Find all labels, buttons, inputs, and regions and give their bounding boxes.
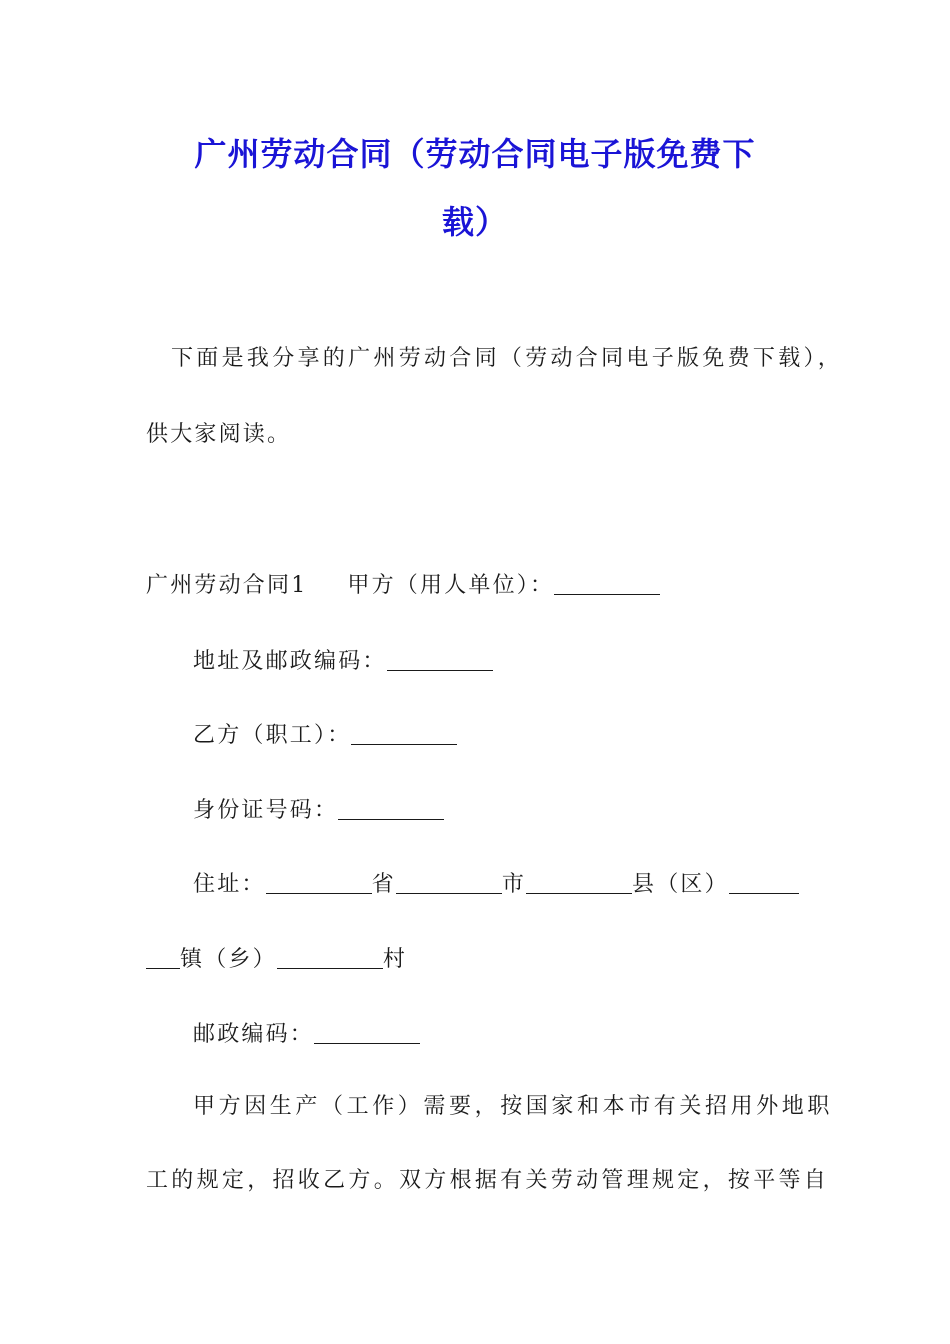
city-blank[interactable] — [396, 871, 502, 894]
party-a-line — [146, 572, 660, 597]
address-label: 地址及邮政编码： — [193, 649, 387, 674]
address-blank[interactable] — [387, 648, 493, 671]
province-blank[interactable] — [266, 871, 372, 894]
document-title-line-2: 载） — [441, 203, 508, 241]
intro-paragraph-line-1: 下面是我分享的广州劳动合同（劳动合同电子版免费下载）， — [171, 346, 844, 371]
residence-line-continued — [146, 946, 407, 971]
contract-heading: 广州劳动合同1 — [146, 573, 308, 598]
county-blank[interactable] — [526, 871, 632, 894]
party-b-label: 乙方（职工）： — [193, 723, 352, 748]
party-a-label: 甲方（用人单位）： — [347, 573, 555, 598]
postcode-label: 邮政编码： — [193, 1022, 315, 1047]
document-title-line-1: 广州劳动合同（劳动合同电子版免费下 — [194, 135, 756, 173]
county-label: 县（区） — [632, 872, 729, 897]
village-label: 村 — [382, 947, 408, 972]
id-number-blank[interactable] — [338, 797, 444, 820]
party-a-blank[interactable] — [554, 572, 660, 595]
town-blank-part-1[interactable] — [729, 871, 799, 894]
town-label: 镇（乡） — [180, 947, 277, 972]
address-line — [193, 648, 493, 673]
id-number-label: 身份证号码： — [193, 798, 339, 823]
residence-label: 住址： — [193, 872, 266, 897]
party-b-blank[interactable] — [351, 722, 457, 745]
intro-paragraph-line-2: 供大家阅读。 — [146, 422, 292, 447]
postcode-line — [193, 1021, 420, 1046]
postcode-blank[interactable] — [314, 1021, 420, 1044]
province-label: 省 — [371, 872, 396, 897]
id-number-line — [193, 797, 444, 822]
town-blank-part-2[interactable] — [146, 946, 180, 969]
party-b-line — [193, 722, 457, 747]
village-blank[interactable] — [277, 946, 383, 969]
body-paragraph-line-1: 甲方因生产（工作）需要，按国家和本市有关招用外地职 — [193, 1094, 834, 1119]
residence-line — [193, 871, 799, 896]
city-label: 市 — [501, 872, 527, 897]
body-paragraph-line-2: 工的规定，招收乙方。双方根据有关劳动管理规定，按平等自 — [146, 1168, 830, 1193]
